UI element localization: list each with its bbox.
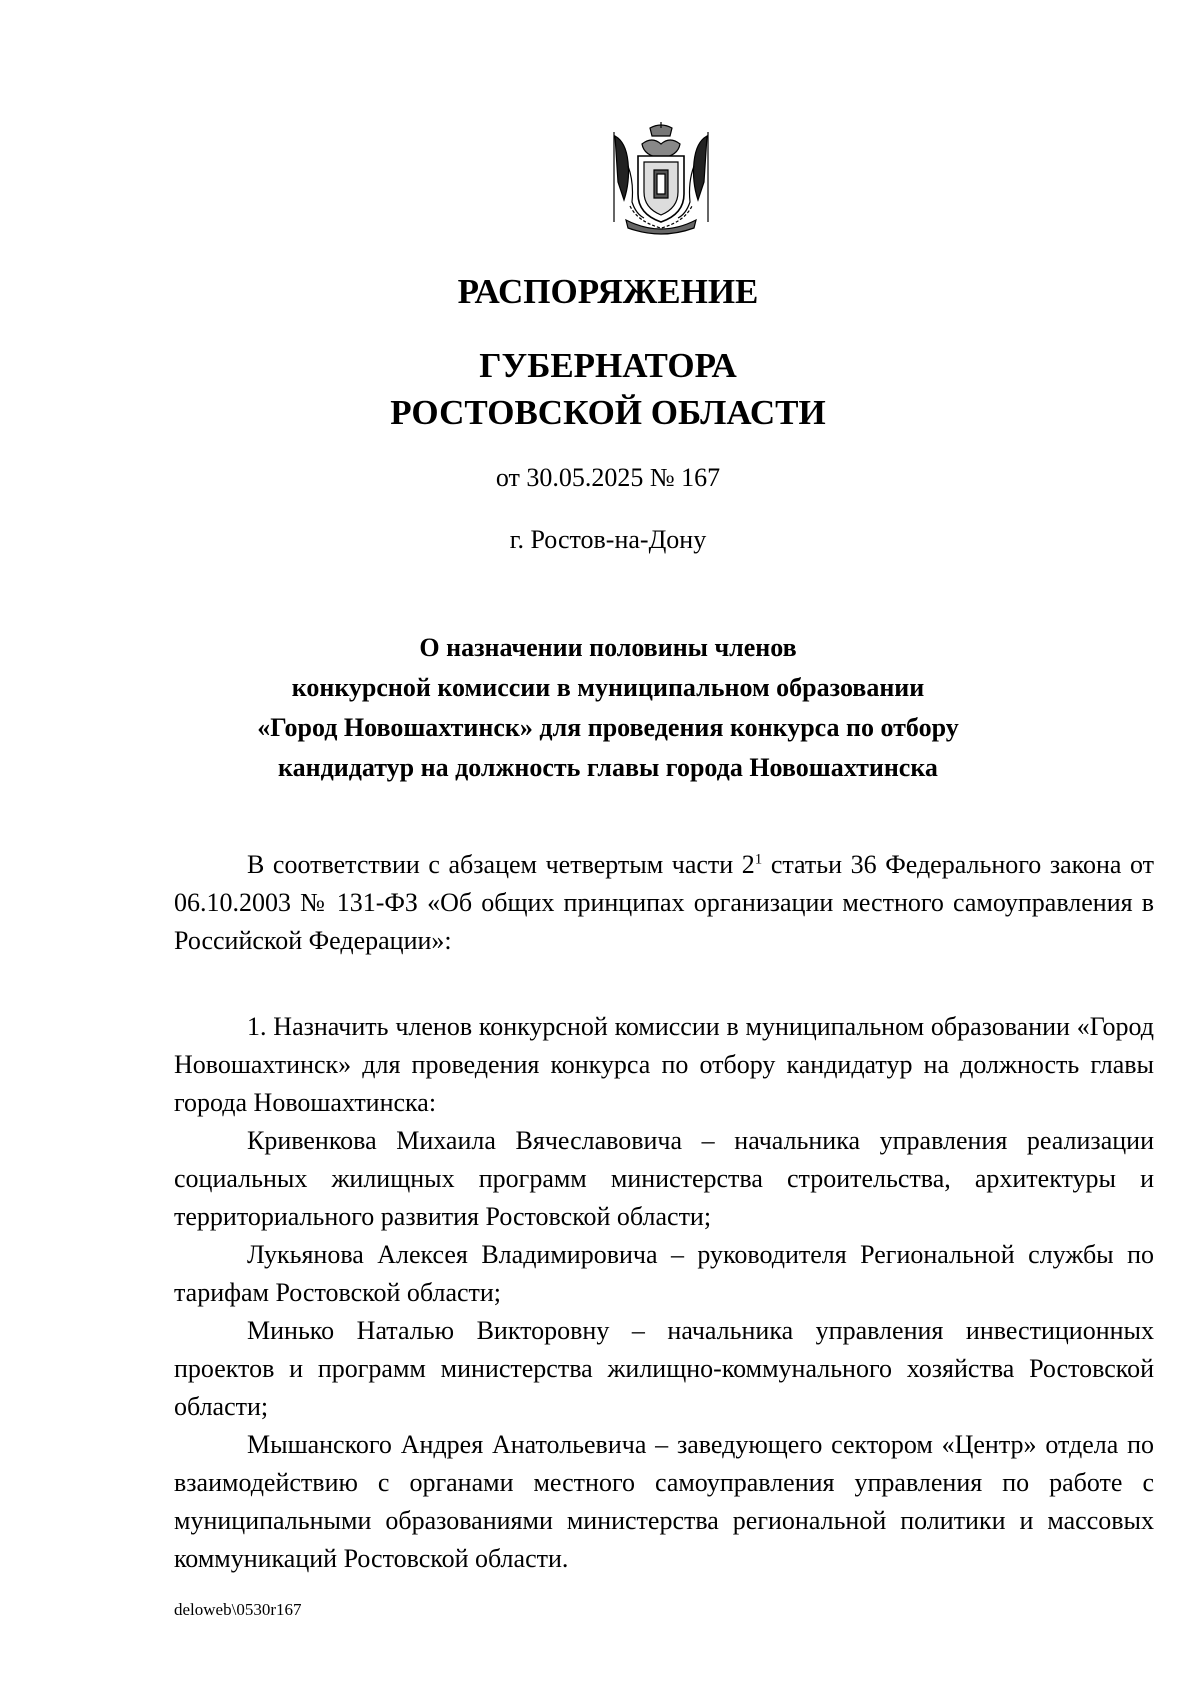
member-paragraph-3: Минько Наталью Викторовну – начальника управления инвестиционных проектов и программ министерства жилищно-коммунального хозяйства Ростовской области;	[174, 1316, 1154, 1421]
intro-text-after: статьи 36 Федерального закона от 06.10.2003 № 131-ФЗ «Об общих принципах организации местного самоуправления в Российской Федерации»:	[174, 850, 1155, 955]
subject-line-3: «Город Новошахтинск» для проведения конкурса по отбору	[257, 713, 959, 742]
member-paragraph-2: Лукьянова Алексея Владимировича – руководителя Региональной службы по тарифам Ростовской области;	[174, 1240, 1154, 1307]
member-paragraph-4: Мышанского Андрея Анатольевича – заведующего сектором «Центр» отдела по взаимодействию с органами местного самоуправления управления по работе с муниципальными образованиями министерства региональной политики и массовых коммуникаций Ростовской области.	[174, 1430, 1154, 1573]
subject-line-2: конкурсной комиссии в муниципальном образовании	[291, 673, 925, 702]
subject-line-4: кандидатур на должность главы города Новошахтинска	[278, 753, 938, 782]
document-subject	[250, 628, 966, 788]
intro-paragraph-block	[174, 846, 1154, 960]
issuer-line-2: РОСТОВСКОЙ ОБЛАСТИ	[390, 393, 826, 432]
coat-of-arms-icon	[608, 122, 714, 238]
intro-paragraph	[174, 846, 1154, 960]
document-type-title: РАСПОРЯЖЕНИЕ	[457, 272, 759, 311]
member-paragraph-1: Кривенкова Михаила Вячеславовича – начальника управления реализации социальных жилищных программ министерства строительства, архитектуры и территориального развития Ростовской области;	[174, 1126, 1154, 1231]
city: г. Ростов-на-Дону	[509, 525, 707, 554]
intro-text-before: В соответствии с абзацем четвертым части 2	[247, 850, 755, 879]
date-number: от 30.05.2025 № 167	[495, 463, 721, 492]
document-code: deloweb\0530r167	[174, 1600, 302, 1619]
item-paragraph-1: 1. Назначить членов конкурсной комиссии в муниципальном образовании «Город Новошахтинск» для проведения конкурса по отбору кандидатур на должность главы города Новошахтинска:	[174, 1012, 1154, 1117]
subject-line-1: О назначении половины членов	[419, 633, 797, 662]
intro-superscript: 1	[754, 851, 763, 868]
issuer-line-1: ГУБЕРНАТОРА	[479, 346, 737, 385]
appointment-list	[174, 1008, 1154, 1578]
issuer-title	[0, 342, 1200, 436]
